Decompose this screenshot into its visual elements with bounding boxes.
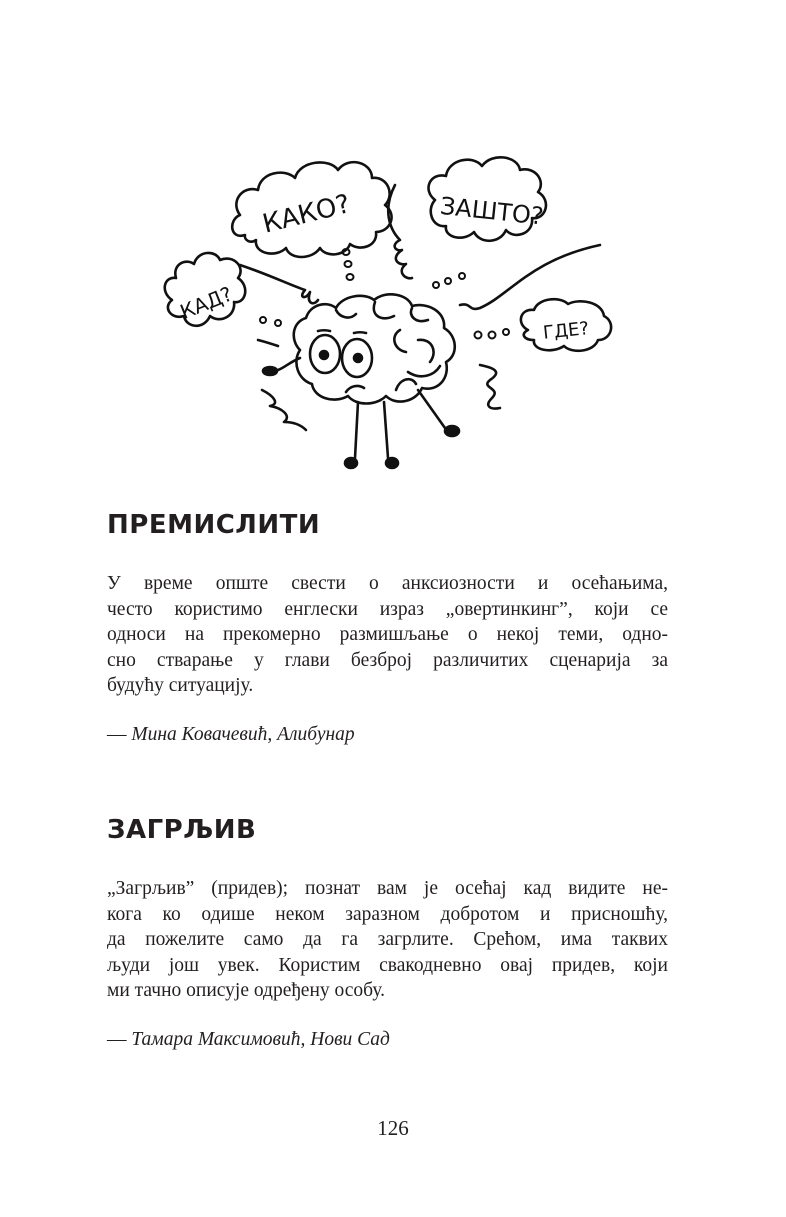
worried-mouth (346, 386, 364, 392)
entry-title: ПРЕМИСЛИТИ (107, 510, 321, 540)
body-line: У време опште свести о анксиозности и осећањима, (107, 573, 668, 594)
thought-bubble-kako (232, 162, 391, 257)
body-line: „Загрљив” (придев); познат вам је осећај кад видите не- (107, 878, 668, 899)
thought-bubble-kad (165, 253, 245, 326)
attribution-author: Тамара Максимовић, Нови Сад (131, 1029, 390, 1050)
thought-bubble-zashto (429, 157, 546, 240)
bubble-text-kad: КАД? (176, 281, 236, 325)
body-line: људи још увек. Користим свакодневно овај придев, који (107, 954, 668, 976)
body-line: будућу ситуацију. (107, 675, 254, 697)
entry-attribution (107, 1029, 390, 1051)
entry-title: ЗАГРЉИВ (107, 815, 257, 845)
body-line: кога ко одише неком заразном добротом и присношћу, (107, 903, 668, 925)
body-line: ми тачно описује одређену особу. (107, 980, 386, 1002)
bubble-text-zashto: ЗАШТО? (438, 191, 545, 231)
body-line: односи на прекомерно размишљање о некој теми, одно- (107, 624, 668, 646)
entry-attribution (107, 724, 355, 746)
entry-body (107, 571, 668, 699)
body-line: често користимо енглески израз „овертинкинг”, који се (107, 598, 668, 620)
entry-body (107, 876, 668, 1004)
page-number: 126 (377, 1116, 409, 1140)
anxious-brain-illustration (150, 140, 630, 480)
thought-bubble-gde (521, 299, 611, 351)
attribution-author: Мина Ковачевић, Алибунар (131, 724, 355, 745)
body-line: сно стварање у глави безброј различитих сценарија за (107, 649, 668, 671)
attribution-dash: — (107, 1029, 127, 1050)
brain-character (263, 294, 459, 468)
bubble-text-gde: ГДЕ? (542, 318, 591, 344)
body-line: да пожелите само да га загрлите. Срећом, има таквих (107, 929, 668, 951)
attribution-dash: — (107, 724, 127, 745)
bubble-text-kako: КАКО? (259, 189, 354, 240)
